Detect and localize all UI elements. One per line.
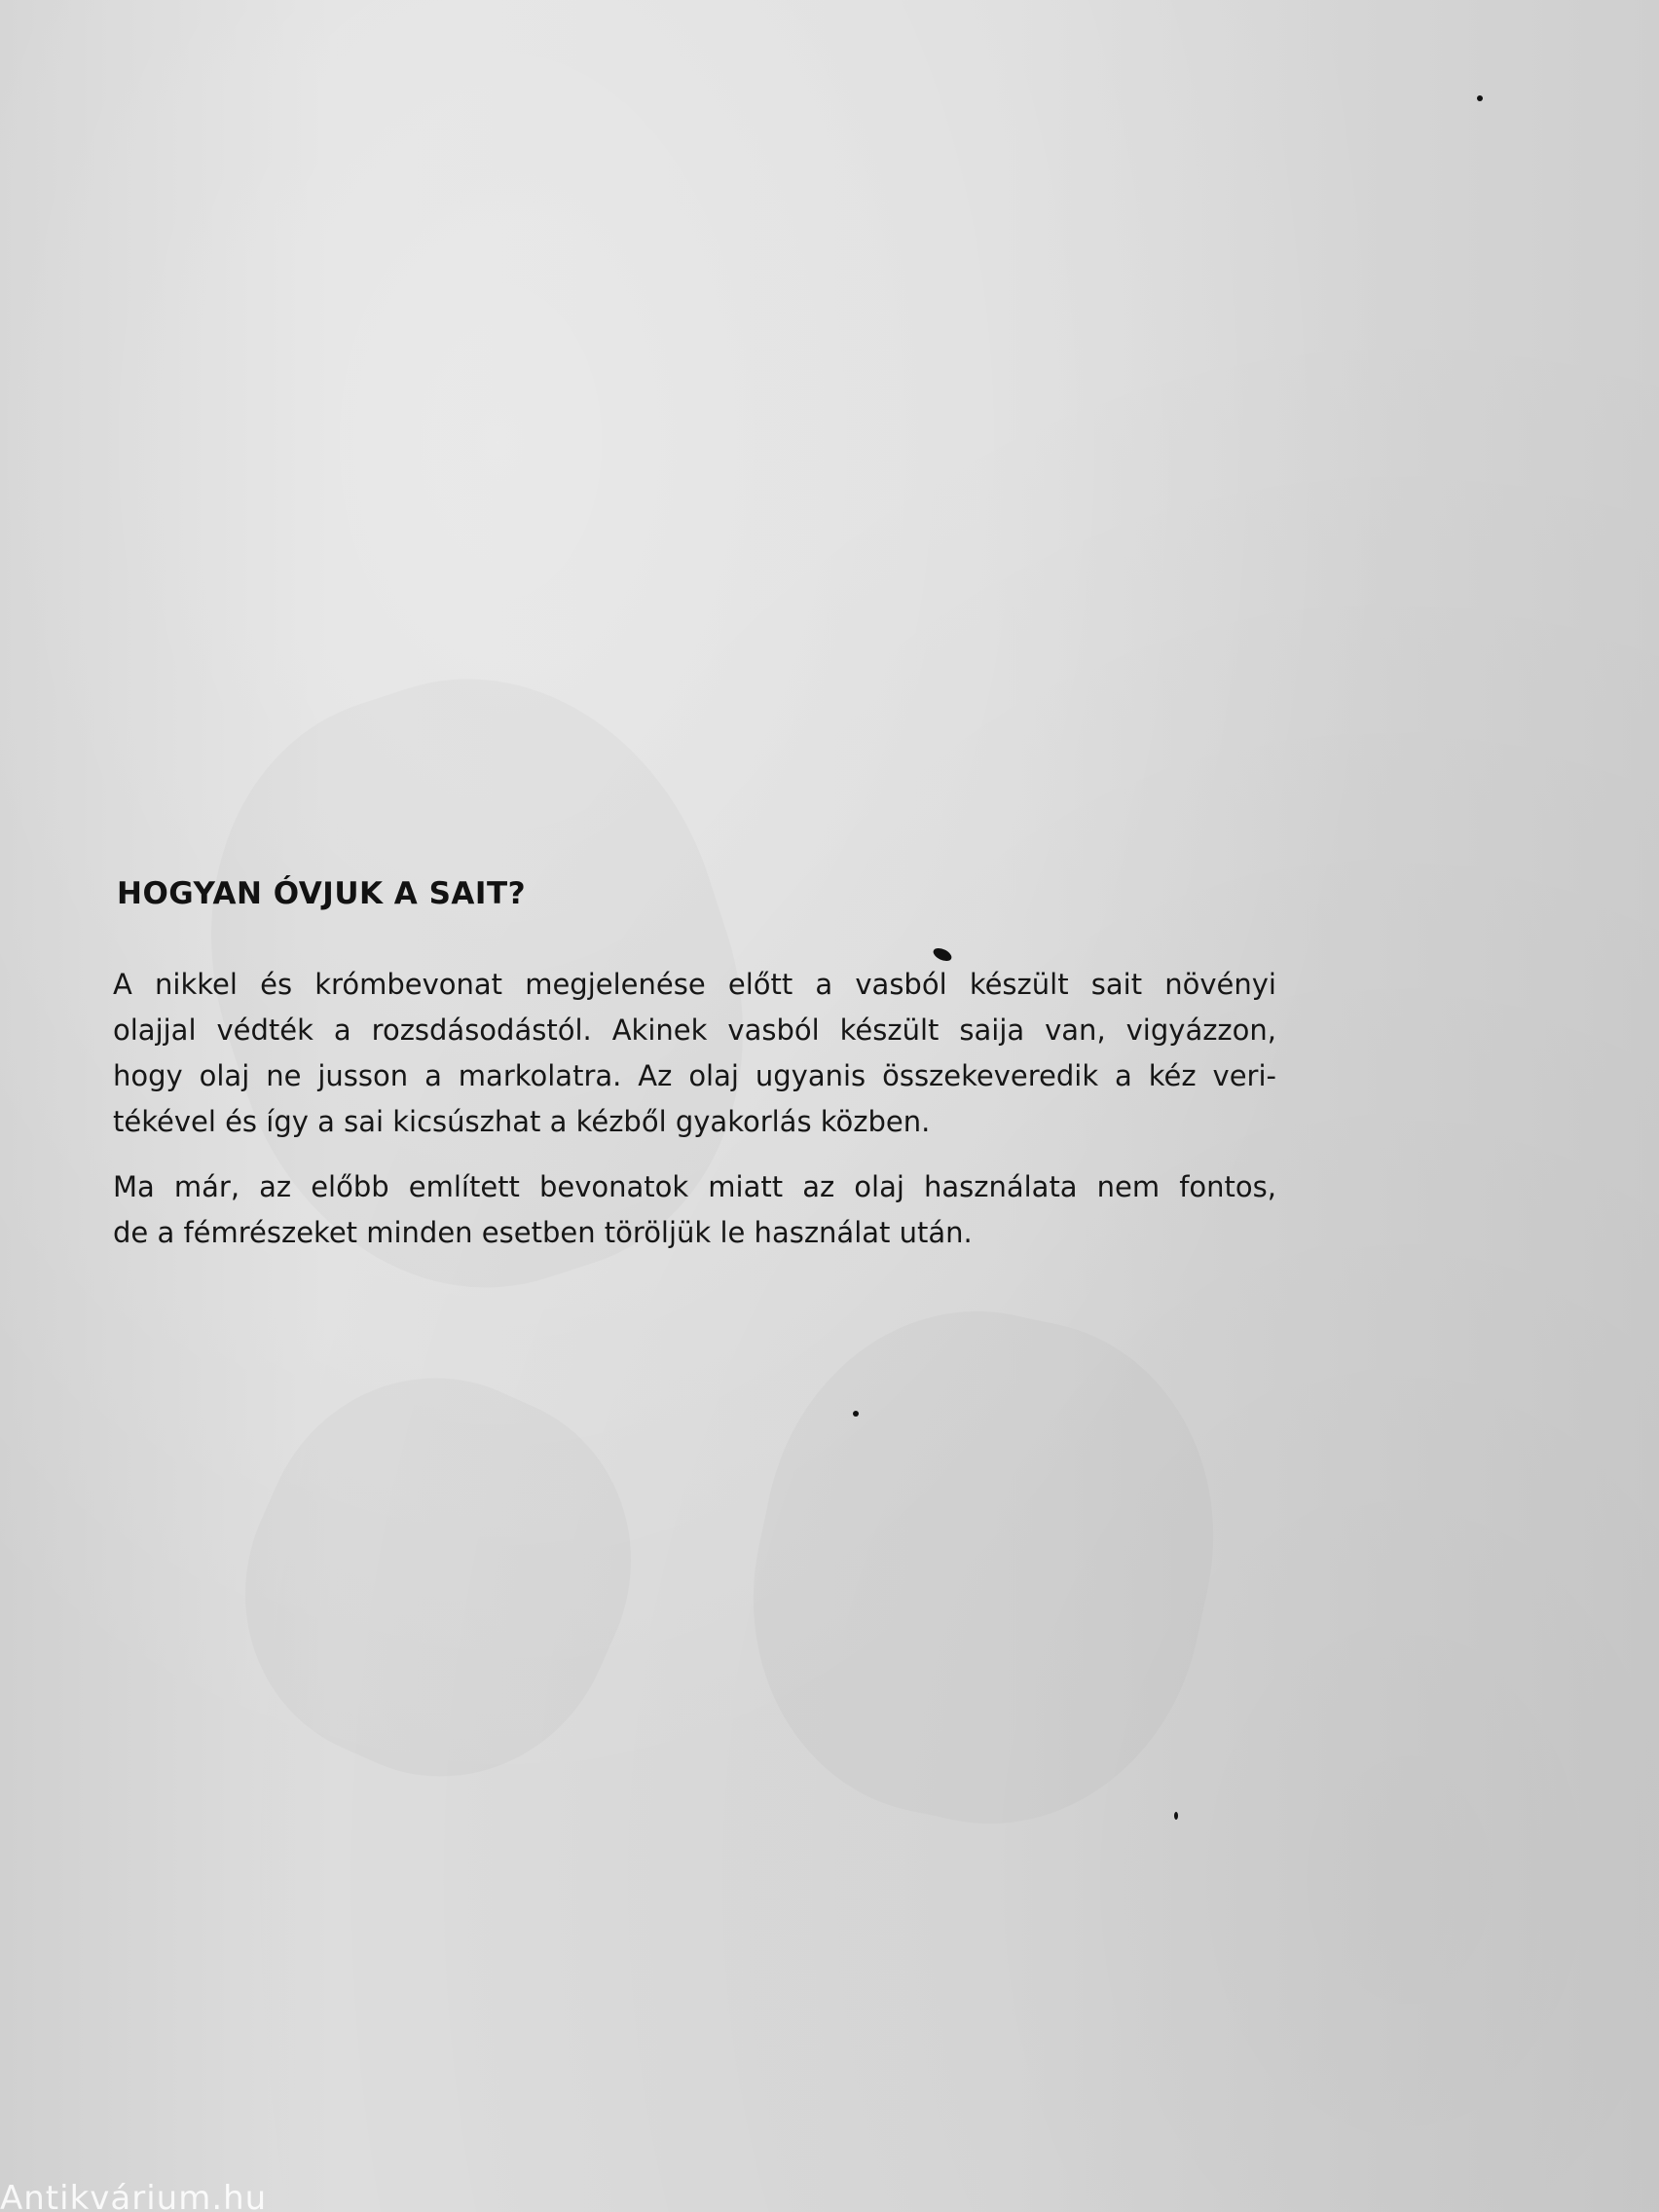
paragraph-1 (113, 962, 1276, 1145)
paragraph-2 (113, 1164, 1276, 1256)
show-through-shape (190, 1324, 686, 1830)
text-line: olajjal védték a rozsdásodástól. Akinek vasból készült saija van, vigyázzon, (113, 1014, 1276, 1047)
section-heading: HOGYAN ÓVJUK A SAIT? (117, 876, 527, 911)
ink-speck (1174, 1812, 1178, 1820)
ink-speck (1477, 95, 1483, 101)
text-line: Ma már, az előbb említett bevonatok miatt az olaj használata nem fontos, (113, 1170, 1276, 1203)
text-line: A nikkel és krómbevonat megjelenése előtt a vasból készült sait növényi (113, 968, 1276, 1001)
text-line: de a fémrészeket minden esetben töröljük le használat után. (113, 1216, 973, 1249)
show-through-shape (712, 1273, 1255, 1862)
watermark: Antikvárium.hu (0, 2179, 268, 2212)
text-line: tékével és így a sai kicsúszhat a kézből gyakorlás közben. (113, 1105, 931, 1138)
ink-speck (853, 1411, 859, 1417)
article (113, 876, 1276, 1275)
text-line: hogy olaj ne jusson a markolatra. Az olaj ugyanis összekeveredik a kéz veri- (113, 1059, 1276, 1092)
